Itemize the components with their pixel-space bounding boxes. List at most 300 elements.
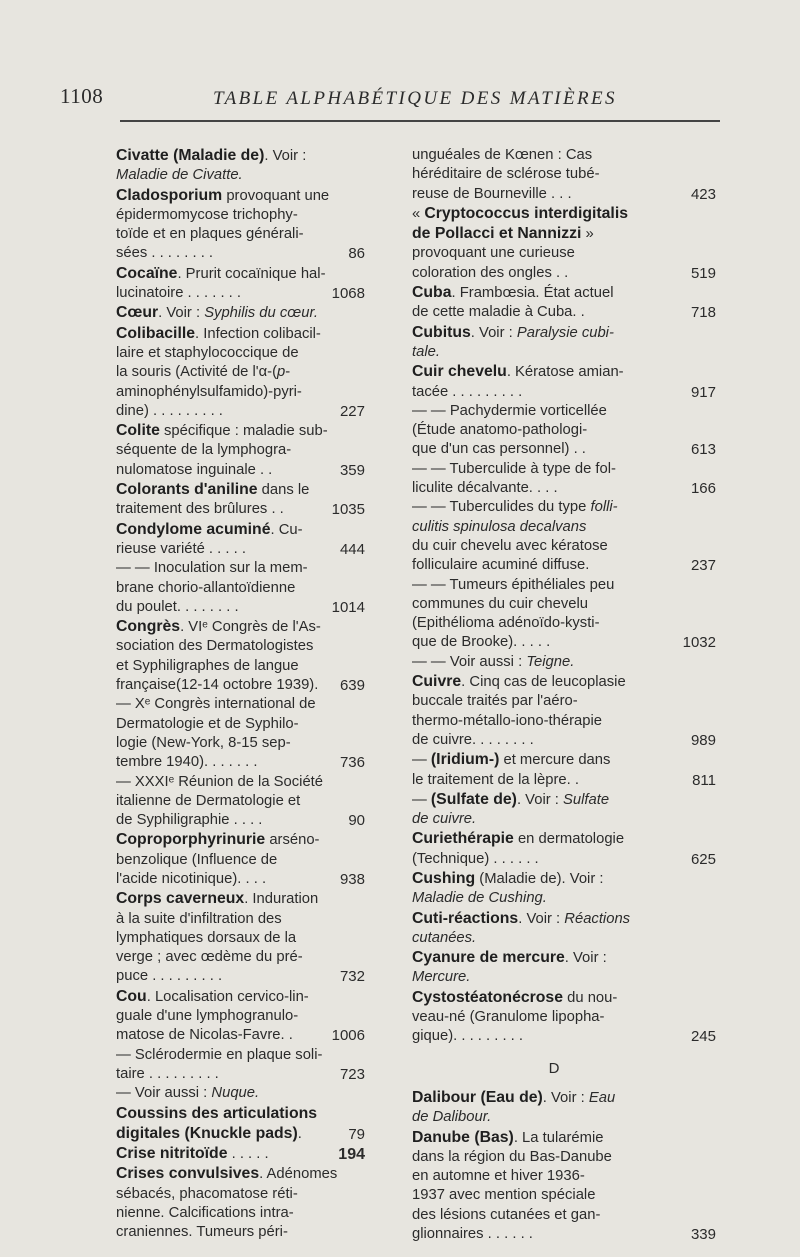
entry-page-number: 811: [692, 771, 716, 789]
entry-line: [116, 383, 309, 402]
entry-line: [412, 712, 654, 731]
index-entry: [116, 617, 365, 695]
entry-line: [412, 889, 654, 908]
entry-line: [116, 480, 310, 500]
entry-line: [412, 614, 654, 633]
entry-line: [412, 556, 654, 575]
entry-line: [412, 421, 654, 440]
entry-line: [116, 186, 330, 206]
entry-text: traitement des brûlures . .: [116, 501, 284, 518]
entry-text: sociation des Dermatologistes: [116, 638, 314, 655]
index-entry: [116, 695, 365, 772]
entry-headword: Danube (Bas): [412, 1128, 514, 1146]
index-entry: [116, 186, 365, 264]
entry-text: épidermomycose trichophy-: [116, 206, 298, 223]
entry-page-number: 1035: [331, 501, 365, 519]
entry-text: — — Pachydermie vorticellée: [412, 402, 607, 419]
entry-text: de Syphiligraphie . . . .: [116, 812, 263, 829]
entry-headword: Condylome acuminé: [116, 520, 271, 538]
entry-line: [412, 244, 654, 263]
index-entry: [412, 146, 716, 204]
entry-line: [116, 520, 309, 540]
entry-line: [412, 537, 654, 556]
entry-text: — XXXIᵉ Réunion de la Société: [116, 773, 324, 790]
index-entry: [116, 559, 365, 617]
entry-page-number: 237: [690, 557, 716, 575]
index-column-left: [116, 146, 365, 1243]
entry-reference: Teigne.: [526, 653, 575, 670]
entry-page-number: 1006: [331, 1027, 365, 1045]
entry-line: [116, 559, 309, 578]
entry-reference: de Dalibour.: [412, 1109, 492, 1126]
index-entry: [412, 1088, 716, 1128]
index-entry: [116, 987, 365, 1046]
entry-headword: Dalibour (Eau de): [412, 1088, 543, 1106]
entry-text: . Voir :: [158, 305, 205, 322]
entry-text: provoquant une: [222, 187, 330, 204]
entry-page-number: 79: [348, 1125, 365, 1143]
index-entry: [412, 829, 716, 869]
entry-headword: Coproporphyrinurie: [116, 831, 266, 849]
entry-line: [116, 929, 309, 948]
index-entry: [412, 790, 716, 830]
entry-line: [412, 204, 654, 224]
entry-line: [116, 657, 309, 676]
entry-text: que de Brooke). . . . .: [412, 634, 551, 651]
entry-line: [412, 1008, 654, 1027]
entry-text: . Prurit cocaïnique hal-: [177, 265, 326, 282]
entry-reference: Eau: [588, 1089, 616, 1106]
entry-text: de cette maladie à Cuba. .: [412, 304, 585, 321]
entry-text: (Étude anatomo-pathologi-: [412, 422, 588, 439]
entry-line: [116, 987, 309, 1007]
index-entry: [412, 460, 716, 499]
entry-line: [412, 653, 654, 672]
index-entry: [116, 1046, 365, 1085]
entry-line: [116, 851, 309, 870]
index-entry: [412, 362, 716, 402]
entry-text: — Voir aussi :: [116, 1085, 212, 1102]
entry-text: laire et staphylococcique de: [116, 344, 299, 361]
entry-headword: Cuba: [412, 284, 452, 302]
index-entry: [116, 830, 365, 889]
entry-text: benzolique (Influence de: [116, 851, 278, 868]
index-entry: [412, 653, 716, 672]
entry-line: [412, 383, 654, 402]
entry-text: —: [412, 752, 431, 769]
entry-reference: p: [277, 364, 286, 381]
entry-line: [412, 498, 654, 517]
entry-text: héréditaire de sclérose tubé-: [412, 166, 600, 183]
index-entry: [116, 773, 365, 831]
entry-text: Dermatologie et de Syphilo-: [116, 715, 299, 732]
entry-headword: Colibacille: [116, 324, 196, 342]
index-entry: [116, 520, 365, 560]
entry-text: . Voir :: [564, 950, 607, 967]
entry-line: [116, 715, 309, 734]
entry-page-number: 444: [339, 540, 365, 558]
entry-line: [116, 598, 309, 617]
index-entry: [116, 889, 365, 986]
entry-text: glionnaires . . . . . .: [412, 1226, 533, 1243]
entry-text: dans le: [257, 482, 310, 499]
entry-text: italienne de Dermatologie et: [116, 792, 301, 809]
entry-reference: cutanées.: [412, 929, 477, 946]
index-entry: [116, 303, 365, 323]
entry-line: [116, 402, 309, 421]
entry-reference: Syphilis du cœur.: [204, 305, 318, 322]
entry-headword: Coussins des articulations: [116, 1104, 318, 1122]
entry-text: . Infection colibacil-: [195, 325, 321, 342]
entry-line: [412, 988, 654, 1008]
index-entry: [116, 146, 365, 186]
entry-line: [116, 948, 309, 967]
index-entry: [116, 264, 365, 304]
entry-text: lymphatiques dorsaux de la: [116, 929, 297, 946]
entry-page-number: 917: [690, 383, 716, 401]
entry-text: . Adénomes: [259, 1166, 338, 1183]
entry-line: [116, 773, 324, 792]
entry-line: [412, 595, 654, 614]
entry-line: [116, 617, 321, 637]
entry-line: [116, 225, 309, 244]
entry-text: . . . . .: [227, 1146, 269, 1163]
header-rule: [120, 120, 720, 122]
index-entry: [412, 672, 716, 750]
entry-headword: (Sulfate de): [430, 790, 517, 808]
entry-line: [116, 1026, 309, 1045]
running-title: TABLE ALPHABÉTIQUE DES MATIÈRES: [213, 88, 617, 109]
entry-text: nienne. Calcifications intra-: [116, 1205, 294, 1222]
entry-line: [116, 967, 309, 986]
entry-text: (Maladie de). Voir :: [475, 870, 604, 887]
entry-headword: Cou: [116, 987, 147, 1005]
entry-reference: Sulfate: [563, 791, 610, 808]
entry-text: veau-né (Granulome lipopha-: [412, 1009, 605, 1026]
entry-line: [116, 1223, 309, 1242]
entry-line: [412, 440, 654, 459]
index-entry: [412, 576, 716, 653]
entry-page-number: 736: [339, 754, 365, 772]
entry-line: [116, 146, 309, 166]
entry-headword: Cushing: [412, 869, 476, 887]
entry-headword: Crise nitritoïde: [116, 1145, 228, 1163]
page-number: 1108: [60, 84, 104, 108]
index-entry: [412, 909, 716, 949]
entry-line: [116, 1007, 309, 1026]
entry-text: — Xᵉ Congrès international de: [116, 696, 316, 713]
index-entry: [412, 869, 716, 909]
entry-headword: Cubitus: [412, 323, 471, 341]
entry-line: [412, 343, 654, 362]
entry-line: [412, 731, 654, 750]
index-entry: [116, 421, 365, 480]
entry-line: [116, 344, 309, 363]
entry-line: [116, 1164, 338, 1184]
entry-line: [412, 165, 654, 184]
entry-line: [412, 829, 654, 849]
entry-line: [116, 830, 320, 850]
entry-text: — — Voir aussi :: [412, 653, 527, 670]
entry-page-number: 245: [690, 1028, 716, 1046]
entry-text: «: [412, 205, 425, 222]
entry-line: [116, 870, 309, 889]
entry-line: [116, 206, 309, 225]
entry-text: liculite décalvante. . . .: [412, 480, 558, 497]
entry-reference: Nuque.: [211, 1085, 260, 1102]
index-entry: [412, 750, 716, 790]
entry-line: [412, 1027, 654, 1046]
entry-line: [412, 850, 654, 869]
entry-text: communes du cuir chevelu: [412, 595, 589, 612]
entry-headword: Civatte (Maladie de): [116, 147, 265, 164]
entry-headword: Corps caverneux: [116, 890, 245, 908]
entry-page-number: 519: [690, 264, 716, 282]
entry-reference: de cuivre.: [412, 811, 477, 828]
entry-line: [116, 579, 309, 598]
entry-text: taire . . . . . . . . .: [116, 1065, 219, 1082]
entry-text: (Epithélioma adénoïdo-kysti-: [412, 615, 600, 632]
entry-line: [116, 244, 309, 263]
index-entry: [116, 1084, 365, 1103]
entry-line: [116, 676, 319, 695]
entry-page-number: 723: [339, 1065, 365, 1083]
entry-text: arséno-: [265, 832, 320, 849]
entry-line: [412, 909, 654, 929]
entry-text: brane chorio-allantoïdienne: [116, 579, 296, 596]
entry-line: [412, 1186, 654, 1205]
entry-text: puce . . . . . . . . .: [116, 968, 223, 985]
entry-line: [116, 461, 309, 480]
entry-line: [116, 284, 309, 303]
entry-text: . Voir :: [542, 1089, 589, 1106]
entry-text: -: [285, 364, 291, 381]
entry-text: sées . . . . . . . .: [116, 245, 214, 262]
entry-page-number: 423: [690, 185, 716, 203]
entry-line: [116, 540, 309, 559]
entry-text: . Cu-: [270, 521, 303, 538]
entry-page-number: 194: [338, 1146, 365, 1164]
entry-line: [412, 1225, 654, 1244]
entry-text: guale d'une lymphogranulo-: [116, 1008, 299, 1025]
entry-text: . Voir :: [264, 148, 307, 164]
entry-line: [412, 402, 654, 421]
index-entry: [412, 988, 716, 1047]
index-entry: [116, 324, 365, 421]
entry-line: [116, 1144, 309, 1164]
index-entry: [116, 1164, 365, 1242]
entry-text: la souris (Activité de l'α-(: [116, 364, 278, 381]
entry-line: [412, 750, 654, 770]
entry-line: [116, 1084, 309, 1103]
entry-text: unguéales de Kœnen : Cas: [412, 147, 593, 163]
entry-line: [412, 929, 654, 948]
entry-text: craniennes. Tumeurs péri-: [116, 1224, 288, 1241]
entry-line: [412, 1167, 654, 1186]
entry-line: [116, 1204, 309, 1223]
entry-text: dine) . . . . . . . . .: [116, 402, 223, 419]
entry-text: en automne et hiver 1936-: [412, 1168, 585, 1185]
entry-line: [116, 792, 309, 811]
entry-line: [116, 1065, 309, 1084]
entry-headword: Colite: [116, 422, 160, 440]
entry-line: [412, 771, 654, 790]
index-entry: [412, 498, 716, 575]
entry-text: folliculaire acuminé diffuse.: [412, 557, 590, 574]
entry-text: du poulet. . . . . . . .: [116, 598, 239, 615]
entry-text: aminophénylsulfamido)-pyri-: [116, 383, 302, 400]
entry-reference: Maladie de Cushing.: [412, 890, 547, 907]
entry-page-number: 339: [690, 1226, 716, 1244]
entry-headword: Curiethérapie: [412, 830, 514, 848]
entry-line: [412, 1088, 654, 1108]
entry-line: [116, 264, 326, 284]
entry-page-number: 90: [348, 812, 365, 830]
entry-line: [116, 303, 318, 323]
entry-text: du cuir chevelu avec kératose: [412, 537, 608, 554]
entry-reference: Paralysie cubi-: [516, 324, 614, 341]
entry-headword: Cœur: [116, 304, 159, 322]
entry-line: [116, 1046, 323, 1065]
index-entry: [412, 948, 716, 988]
entry-line: [116, 324, 321, 344]
entry-page-number: 625: [690, 850, 716, 868]
entry-line: [116, 734, 309, 753]
entry-headword: digitales (Knuckle pads): [116, 1124, 298, 1142]
entry-page-number: 227: [339, 402, 365, 420]
index-entry: [116, 480, 365, 520]
entry-text: 1937 avec mention spéciale: [412, 1187, 596, 1204]
entry-line: [412, 1206, 654, 1225]
entry-text: séquente de la lymphogra-: [116, 442, 292, 459]
entry-reference: culitis spinulosa decalvans: [412, 518, 587, 535]
entry-line: [412, 323, 654, 343]
entry-line: [412, 968, 654, 987]
entry-headword: (Iridium-): [430, 751, 500, 769]
entry-headword: Cyanure de mercure: [412, 949, 565, 967]
entry-text: . VIᵉ Congrès de l'As-: [180, 619, 321, 636]
entry-line: [116, 363, 309, 382]
entry-line: [116, 1185, 309, 1204]
entry-text: .: [297, 1125, 302, 1142]
entry-text: dans la région du Bas-Danube: [412, 1148, 612, 1165]
entry-headword: Colorants d'aniline: [116, 481, 258, 499]
index-entry: [412, 1128, 716, 1245]
entry-text: —: [412, 791, 431, 808]
section-letter: D: [548, 1059, 560, 1077]
entry-line: [412, 810, 654, 829]
index-entry: [412, 283, 716, 323]
entry-line: [412, 576, 654, 595]
entry-text: thermo-métallo-iono-thérapie: [412, 712, 602, 729]
entry-line: [412, 672, 654, 692]
entry-text: et mercure dans: [499, 752, 611, 769]
entry-text: rieuse variété . . . . .: [116, 540, 246, 557]
entry-line: [412, 518, 654, 537]
entry-line: [412, 790, 654, 810]
entry-text: nulomatose inguinale . .: [116, 461, 273, 478]
entry-line: [116, 1104, 318, 1124]
entry-headword: Cuir chevelu: [412, 363, 507, 381]
entry-headword: Cocaïne: [116, 264, 178, 282]
entry-page-number: 1068: [331, 285, 365, 303]
entry-line: [116, 421, 328, 441]
entry-reference: Mercure.: [412, 969, 471, 986]
entry-text: . Frambœsia. État actuel: [451, 285, 614, 302]
entry-line: [412, 224, 654, 244]
entry-text: de cuivre. . . . . . . .: [412, 731, 534, 748]
entry-headword: de Pollacci et Nannizzi: [412, 225, 582, 243]
entry-headword: Cuti-réactions: [412, 909, 519, 927]
entry-text: reuse de Bourneville . . .: [412, 185, 572, 202]
entry-line: [412, 283, 654, 303]
index-column-right: [412, 146, 716, 1244]
entry-line: [412, 692, 654, 711]
entry-text: . Voir :: [516, 791, 563, 808]
entry-page-number: 166: [690, 480, 716, 498]
entry-text: à la suite d'infiltration des: [116, 910, 282, 927]
index-entry: [412, 402, 716, 460]
entry-text: l'acide nicotinique). . . .: [116, 870, 267, 887]
entry-line: [116, 441, 309, 460]
entry-page-number: 86: [348, 245, 365, 263]
entry-text: tembre 1940). . . . . . .: [116, 754, 258, 771]
entry-text: . Induration: [244, 891, 319, 908]
entry-line: [116, 500, 309, 519]
entry-text: des lésions cutanées et gan-: [412, 1206, 601, 1223]
entry-text: — — Inoculation sur la mem-: [116, 560, 308, 577]
entry-text: logie (New-York, 8-15 sep-: [116, 734, 291, 751]
entry-line: [412, 1128, 654, 1148]
entry-line: [116, 695, 316, 714]
entry-text: le traitement de la lèpre. .: [412, 771, 579, 788]
entry-text: sébacés, phacomatose réti-: [116, 1185, 298, 1202]
entry-page-number: 989: [690, 731, 716, 749]
entry-text: coloration des ongles . .: [412, 264, 569, 281]
entry-line: [116, 637, 314, 656]
entry-page-number: 732: [339, 968, 365, 986]
entry-line: [116, 811, 309, 830]
entry-line: [412, 264, 654, 283]
entry-line: [412, 1148, 654, 1167]
entry-text: buccale traités par l'aéro-: [412, 693, 578, 710]
entry-line: [412, 1108, 654, 1127]
entry-reference: Réactions: [564, 910, 631, 927]
entry-reference: Maladie de Civatte.: [116, 167, 243, 184]
entry-text: — Sclérodermie en plaque soli-: [116, 1046, 323, 1063]
entry-line: [412, 948, 654, 968]
entry-text: . Kératose amian-: [506, 364, 624, 381]
entry-text: gique). . . . . . . . .: [412, 1028, 524, 1045]
index-entry: [116, 1144, 365, 1164]
entry-line: [412, 303, 654, 322]
entry-text: française(12-14 octobre 1939).: [116, 677, 319, 694]
entry-line: [116, 889, 319, 909]
entry-text: en dermatologie: [513, 831, 625, 848]
entry-headword: Cystostéatonécrose: [412, 988, 564, 1006]
entry-text: (Technique) . . . . . .: [412, 850, 539, 867]
entry-text: tacée . . . . . . . . .: [412, 383, 523, 400]
entry-line: [116, 166, 309, 185]
entry-line: [412, 146, 654, 165]
entry-text: . Voir :: [518, 910, 565, 927]
entry-line: [412, 869, 654, 889]
entry-text: — — Tumeurs épithéliales peu: [412, 576, 615, 593]
entry-reference: tale.: [412, 343, 440, 360]
entry-text: verge ; avec œdème du pré-: [116, 949, 303, 966]
entry-text: que d'un cas personnel) . .: [412, 441, 586, 458]
entry-page-number: 718: [690, 304, 716, 322]
